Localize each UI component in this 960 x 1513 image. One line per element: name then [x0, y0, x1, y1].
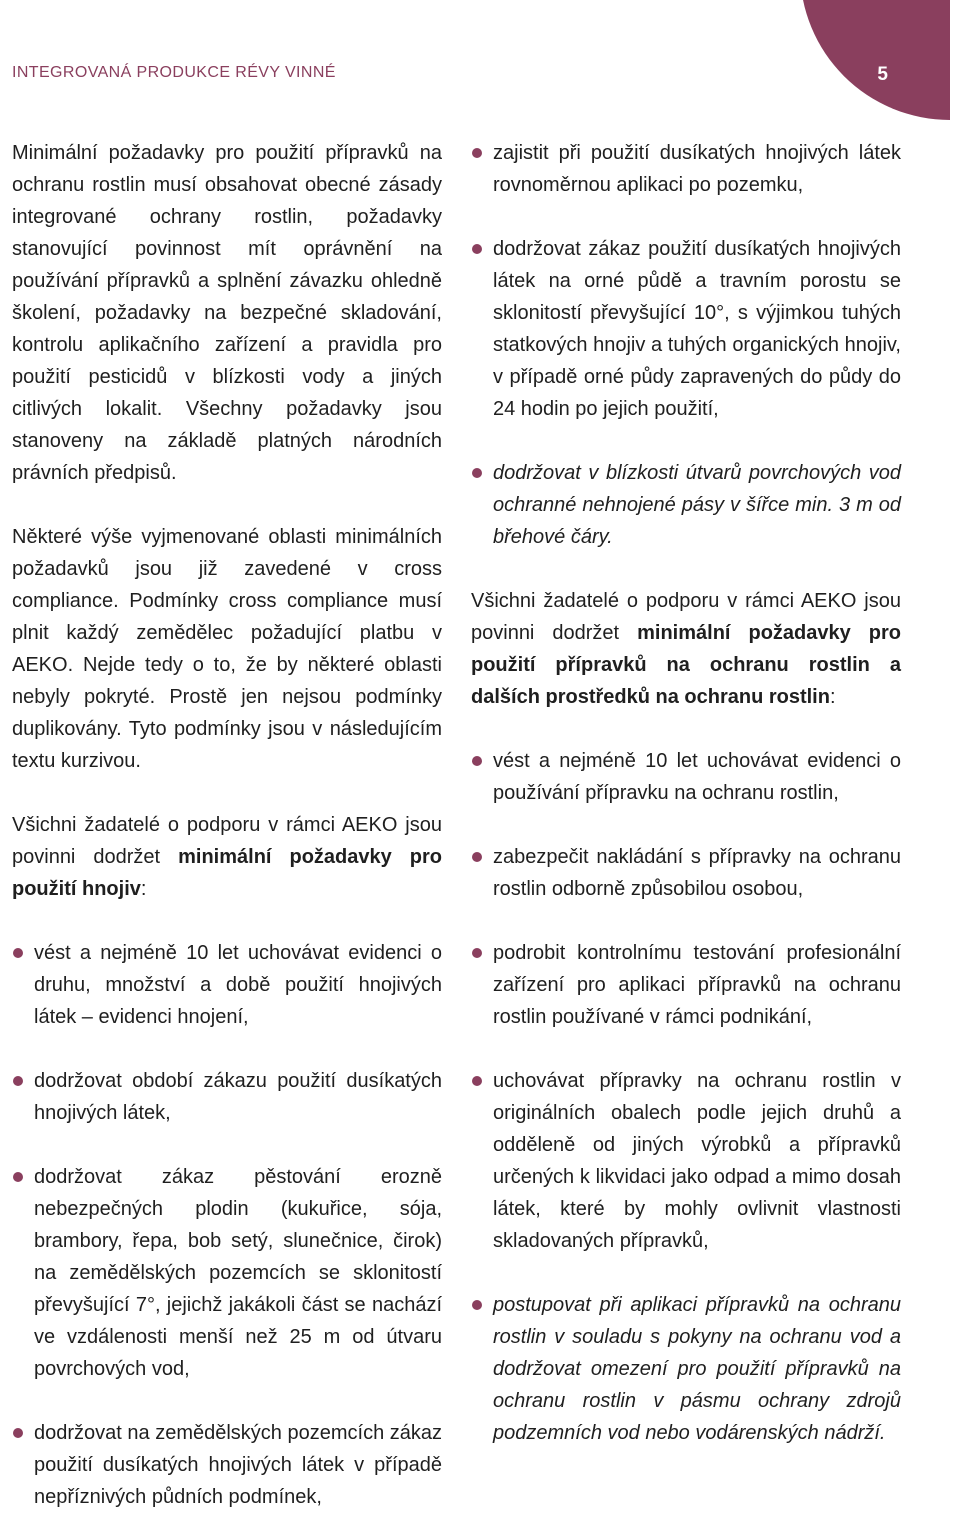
list-item [471, 937, 901, 1033]
bullet-icon [13, 1172, 23, 1182]
list-item-text: uchovávat přípravky na ochranu rostlin v originálních obalech podle jejich druhů a odděleně od jiných výrobků a přípravků určených k likvidaci jako odpad a mimo dosah látek, které by mohly ovlivnit vlastnosti skladovaných přípravků, [493, 1070, 901, 1252]
bullet-icon [13, 1428, 23, 1438]
paragraph-cross-compliance: Některé výše vyjmenované oblasti minimálních požadavků jsou již zavedené v cross compliance. Podmínky cross compliance musí plnit každý zemědělec požadující platbu v AEKO. Nejde tedy o to, že by některé oblasti nebyly pokryté. Prostě jen nejsou podmínky duplikovány. Tyto podmínky jsou v následujícím textu kurzivou. [12, 526, 442, 772]
list-item-text: podrobit kontrolnímu testování profesionální zařízení pro aplikaci přípravků na ochranu rostlin používané v rámci podnikání, [493, 942, 901, 1028]
bullet-icon [472, 468, 482, 478]
list-item [471, 841, 901, 905]
paragraph-intro: Minimální požadavky pro použití přípravků na ochranu rostlin musí obsahovat obecné zásady integrované ochrany rostlin, požadavky stanovující povinnost mít oprávnění na používání přípravků a splnění závazku ohledně školení, požadavky na bezpečné skladování, kontrolu aplikačního zařízení a pravidla pro použití pesticidů v blízkosti vody a jiných citlivých lokalit. Všechny požadavky jsou stanoveny na základě platných národních právních předpisů. [12, 142, 442, 484]
text-run: : [140, 878, 147, 900]
text-run: Všichni žadatelé o podporu v rámci AEKO jsou povinni dodržet [12, 814, 442, 868]
fertilizer-bullet-list-continued [471, 137, 901, 553]
bullet-icon [13, 1076, 23, 1086]
page-number: 5 [877, 64, 888, 85]
bullet-icon [13, 948, 23, 958]
text-run: : [829, 686, 836, 708]
list-item-text: zajistit při použití dusíkatých hnojivých látek rovnoměrnou aplikaci po pozemku, [493, 142, 901, 196]
paragraph-plant-protection-requirements [471, 585, 901, 713]
text-run: Všichni žadatelé o podporu v rámci AEKO jsou povinni dodržet [471, 590, 901, 644]
bullet-icon [472, 852, 482, 862]
list-item [471, 137, 901, 201]
list-item [12, 1161, 442, 1385]
bullet-icon [472, 1076, 482, 1086]
bullet-icon [472, 244, 482, 254]
list-item [471, 745, 901, 809]
list-item-text: vést a nejméně 10 let uchovávat evidenci o používání přípravku na ochranu rostlin, [493, 750, 901, 804]
list-item [471, 457, 901, 553]
list-item-text: zabezpečit nakládání s přípravky na ochranu rostlin odborně způsobilou osobou, [493, 846, 901, 900]
list-item-text: dodržovat zákaz použití dusíkatých hnojivých látek na orné půdě a travním porostu se sklonitostí převyšující 10°, s výjimkou tuhých statkových hnojiv a tuhých organických hnojiv, v případě orné půdy zapravených do půdy do 24 hodin po jejich použití, [493, 238, 901, 420]
bold-text: minimální požadavky pro použití přípravků na ochranu rostlin a dalších prostředků na ochranu rostlin [471, 622, 901, 708]
list-item-text: postupovat při aplikaci přípravků na ochranu rostlin v souladu s pokyny na ochranu vod a dodržovat omezení pro použití přípravků na ochranu rostlin v pásmu ochrany zdrojů podzemních vod nebo vodárenských nádrží. [493, 1294, 901, 1444]
left-column [12, 137, 442, 1513]
bullet-icon [472, 148, 482, 158]
list-item [471, 1289, 901, 1449]
paragraph-fertilizer-requirements [12, 809, 442, 905]
list-item-text: vést a nejméně 10 let uchovávat evidenci o druhu, množství a době použití hnojivých látek – evidenci hnojení, [34, 942, 442, 1028]
bullet-icon [472, 756, 482, 766]
plant-protection-bullet-list [471, 745, 901, 1449]
list-item [471, 1065, 901, 1257]
bold-text: minimální požadavky pro použití hnojiv [12, 846, 442, 900]
list-item-text: dodržovat na zemědělských pozemcích zákaz použití dusíkatých hnojivých látek v případě nepříznivých půdních podmínek, [34, 1422, 442, 1508]
bullet-icon [472, 948, 482, 958]
bullet-icon [472, 1300, 482, 1310]
right-column [471, 137, 901, 1449]
list-item-text: dodržovat období zákazu použití dusíkatých hnojivých látek, [34, 1070, 442, 1124]
list-item [471, 233, 901, 425]
list-item-text: dodržovat zákaz pěstování erozně nebezpečných plodin (kukuřice, sója, brambory, řepa, bob setý, slunečnice, čirok) na zemědělských pozemcích se sklonitostí převyšující 7°, jejichž jakákoli část se nachází ve vzdálenosti menší než 25 m od útvaru povrchových vod, [34, 1166, 442, 1380]
page-number-tab [800, 0, 950, 120]
fertilizer-bullet-list [12, 937, 442, 1513]
list-item-text: dodržovat v blízkosti útvarů povrchových vod ochranné nehnojené pásy v šířce min. 3 m od břehové čáry. [493, 462, 901, 548]
running-header: INTEGROVANÁ PRODUKCE RÉVY VINNÉ [12, 64, 336, 81]
list-item [12, 1417, 442, 1513]
list-item [12, 1065, 442, 1129]
list-item [12, 937, 442, 1033]
